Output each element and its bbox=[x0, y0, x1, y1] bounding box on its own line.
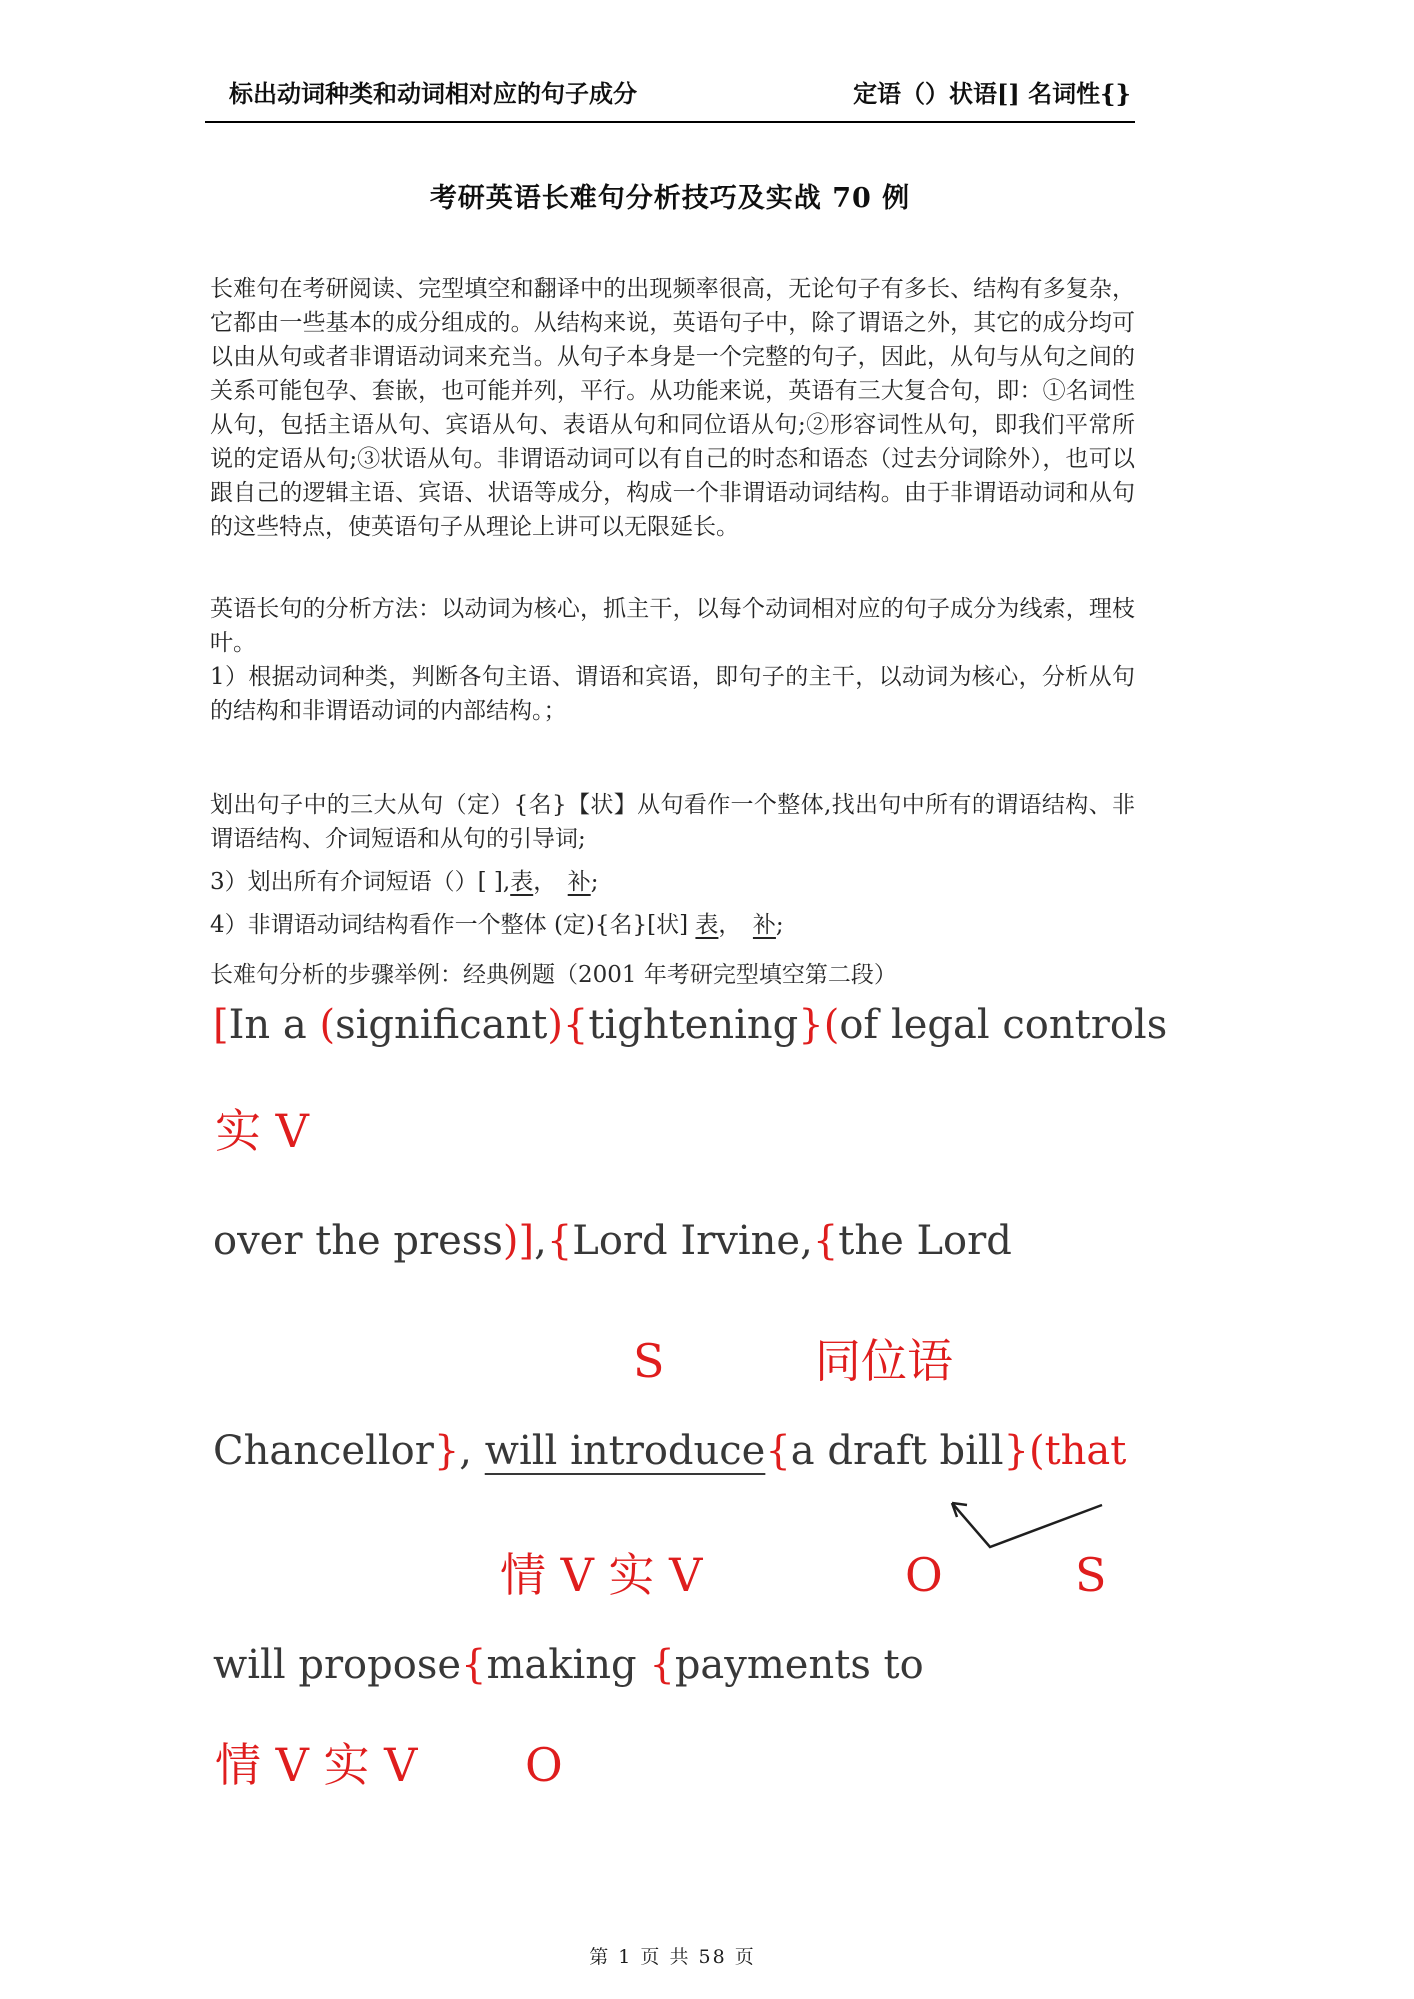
text-segment: tightening bbox=[588, 1002, 799, 1048]
footer-page-number: 第 1 页 共 58 页 bbox=[589, 1946, 756, 1968]
text-segment: payments to bbox=[674, 1642, 924, 1688]
markup-bracket: { bbox=[649, 1642, 675, 1688]
example-line-4 bbox=[213, 1640, 1313, 1690]
text-segment: 3）划出所有介词短语（）[ ], bbox=[210, 869, 511, 895]
markup-bracket: )] bbox=[502, 1218, 535, 1264]
text-segment: 表 bbox=[510, 869, 534, 895]
text-segment: Lord Irvine, bbox=[572, 1218, 813, 1264]
text-segment: ， bbox=[533, 869, 568, 895]
intro-paragraph: 长难句在考研阅读、完型填空和翻译中的出现频率很高，无论句子有多长、结构有多复杂，它都由一些基本的成分组成的。从结构来说，英语句子中，除了谓语之外，其它的成分均可以由从句或者非谓语动词来充当。从句子本身是一个完整的句子，因此，从句与从句之间的关系可能包孕、套嵌，也可能并列，平行。从功能来说，英语有三大复合句，即：①名词性从句，包括主语从句、宾语从句、表语从句和同位语从句;②形容词性从句，即我们平常所说的定语从句;③状语从句。非谓语动词可以有自己的时态和语态（过去分词除外），也可以跟自己的逻辑主语、宾语、状语等成分，构成一个非谓语动词结构。由于非谓语动词和从句的这些特点，使英语句子从理论上讲可以无限延长。 bbox=[210, 276, 1135, 540]
markup-bracket: ) bbox=[547, 1002, 563, 1048]
text-segment: over the press bbox=[213, 1218, 503, 1264]
steps-section bbox=[210, 788, 1135, 942]
text-segment: the Lord bbox=[838, 1218, 1012, 1264]
text-segment: 4）非谓语动词结构看作一个整体 (定){名}[状] bbox=[210, 912, 696, 938]
text-segment: , bbox=[459, 1428, 485, 1474]
header-right-legend: 定语（）状语[] 名词性{} bbox=[853, 79, 1131, 108]
doc-title: 考研英语长难句分析技巧及实战 70 例 bbox=[429, 183, 911, 214]
clause-subject-label: S bbox=[1075, 1548, 1107, 1602]
text-segment: , bbox=[534, 1218, 547, 1264]
text-segment: ; bbox=[590, 869, 599, 895]
text-segment: a draft bill bbox=[790, 1428, 1004, 1474]
text-segment: ， bbox=[718, 912, 753, 938]
markup-bracket: } bbox=[1003, 1428, 1029, 1474]
markup-bracket: ( bbox=[823, 1002, 840, 1048]
example-line-1 bbox=[213, 1000, 1313, 1050]
method-section bbox=[210, 592, 1135, 728]
markup-bracket: { bbox=[562, 1002, 589, 1048]
nonfinite-step bbox=[210, 908, 1135, 942]
markup-bracket: ( bbox=[319, 1002, 336, 1048]
subject-label: S bbox=[633, 1334, 665, 1388]
text-segment: 补 bbox=[567, 869, 591, 895]
object-label-2: O bbox=[525, 1738, 563, 1792]
markup-bracket: { bbox=[765, 1428, 791, 1474]
markup-bracket: { bbox=[461, 1642, 487, 1688]
modal-real-verb-label-2: 情 V 实 V bbox=[215, 1738, 418, 1792]
example-caption: 长难句分析的步骤举例：经典例题（2001 年考研完型填空第二段） bbox=[210, 962, 897, 988]
text-segment: 补 bbox=[752, 912, 776, 938]
text-segment: ; bbox=[775, 912, 784, 938]
clause-step: 划出句子中的三大从句（定）{名}【状】从句看作一个整体,找出句中所有的谓语结构、非谓语结构、介词短语和从句的引导词; bbox=[210, 792, 1135, 852]
markup-bracket: } bbox=[798, 1002, 824, 1048]
text-segment: Chancellor bbox=[213, 1428, 434, 1474]
modal-real-verb-label: 情 V 实 V bbox=[500, 1548, 703, 1602]
header-left-label: 标出动词种类和动词相对应的句子成分 bbox=[229, 79, 637, 108]
example-line-3 bbox=[213, 1426, 1313, 1476]
markup-bracket: { bbox=[546, 1218, 573, 1264]
text-segment: will propose bbox=[213, 1642, 462, 1688]
text-segment: In a bbox=[228, 1002, 320, 1048]
markup-bracket: } bbox=[433, 1428, 460, 1474]
text-segment: making bbox=[486, 1642, 650, 1688]
text-segment: of legal controls bbox=[839, 1002, 1168, 1048]
prep-phrase-step bbox=[210, 865, 1135, 899]
method-lead: 英语长句的分析方法：以动词为核心，抓主干，以每个动词相对应的句子成分为线索，理枝叶。 bbox=[210, 596, 1135, 656]
markup-bracket: (that bbox=[1028, 1428, 1127, 1474]
method-step-1: 1）根据动词种类，判断各句主语、谓语和宾语，即句子的主干，以动词为核心，分析从句的结构和非谓语动词的内部结构。； bbox=[210, 664, 1135, 724]
verb-label-real-v: 实 V bbox=[215, 1104, 309, 1158]
markup-bracket: [ bbox=[213, 1002, 229, 1048]
text-segment: significant bbox=[335, 1002, 548, 1048]
text-segment: will introduce bbox=[484, 1428, 766, 1474]
text-segment: 表 bbox=[695, 912, 719, 938]
markup-bracket: { bbox=[812, 1218, 839, 1264]
object-label: O bbox=[905, 1548, 943, 1602]
example-line-2 bbox=[213, 1216, 1313, 1266]
apposition-label: 同位语 bbox=[815, 1334, 953, 1388]
page-header bbox=[205, 74, 1135, 123]
